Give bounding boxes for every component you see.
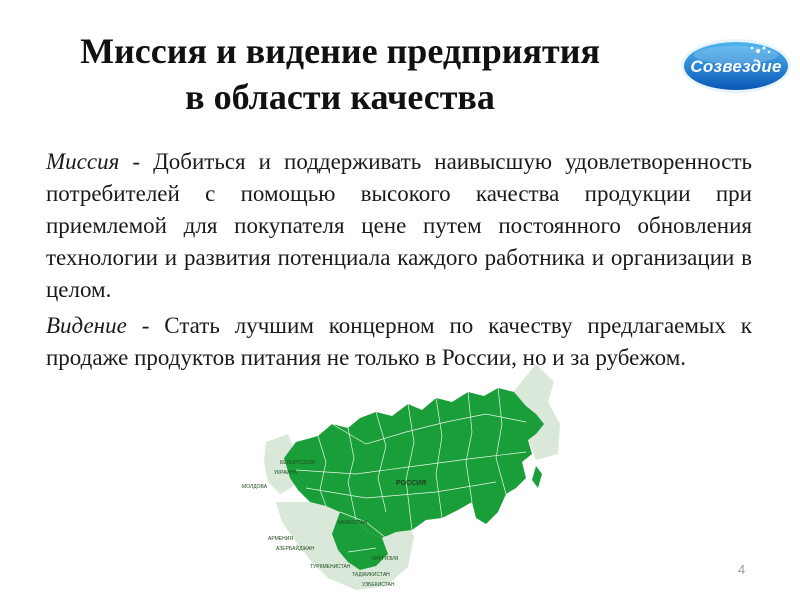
mission-text: - Добиться и поддерживать наивысшую удовлетворенность потребителей с помощью высокого качества продукции при приемлемой для покупателя цене путем постоянного обновления технологии и развития потенциала каждого работника и организации в целом.	[46, 149, 752, 302]
label-azerbaijan: АЗЕРБАЙДЖАН	[276, 546, 315, 552]
logo-text: Созвездие	[690, 57, 782, 76]
label-tajikistan: ТАДЖИКИСТАН	[352, 572, 390, 578]
label-kyrgyzstan: КИРГИЗИЯ	[372, 556, 399, 562]
map-graphic	[236, 362, 566, 594]
vision-text: - Стать лучшим концерном по качеству предлагаемых к продаже продуктов питания не только в России, но и за рубежом.	[46, 313, 752, 370]
content-text	[46, 146, 752, 378]
page-number: 4	[738, 562, 746, 577]
title-line-1: Миссия и видение предприятия	[80, 31, 600, 71]
mission-term: Миссия	[46, 149, 120, 174]
slide-title	[10, 28, 670, 120]
company-logo	[680, 38, 792, 94]
label-moldova: МОЛДОВА	[242, 484, 268, 490]
label-turkmenistan: ТУРКМЕНИСТАН	[310, 564, 351, 570]
title-line-2: в области качества	[185, 77, 495, 117]
label-belarus: БЕЛОРУССИЯ	[280, 460, 315, 466]
vision-term: Видение	[46, 313, 127, 338]
label-ukraine: УКРАИНА	[274, 470, 297, 476]
mission-paragraph	[46, 146, 752, 306]
label-uzbekistan: УЗБЕКИСТАН	[362, 582, 395, 588]
label-russia: РОССИЯ	[396, 480, 427, 487]
map-island	[532, 466, 542, 488]
label-kazakhstan: КАЗАХСТАН	[338, 520, 367, 526]
label-armenia: АРМЕНИЯ	[268, 536, 293, 542]
cis-map	[236, 362, 566, 594]
